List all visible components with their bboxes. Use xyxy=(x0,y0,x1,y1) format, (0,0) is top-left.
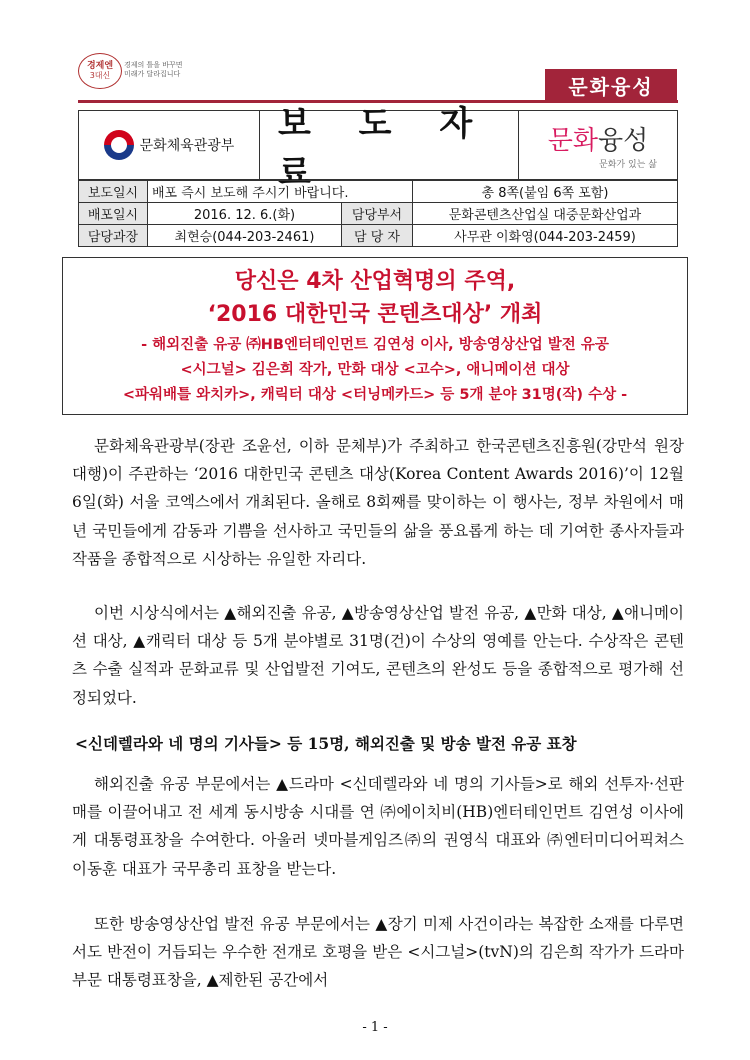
brand-banner: 문화융성 xyxy=(545,69,677,102)
table-row xyxy=(79,225,678,247)
section-heading: <신데렐라와 네 명의 기사들> 등 15명, 해외진출 및 방송 발전 유공 표창 xyxy=(75,734,577,753)
press-release-header xyxy=(78,104,678,193)
release-time-label: 보도일시 xyxy=(79,181,148,203)
headline-subtitle-line1: - 해외진출 유공 ㈜HB엔터테인먼트 김연성 이사, 방송영상산업 발전 유공 xyxy=(141,337,609,353)
distribution-date-label: 배포일시 xyxy=(79,203,148,225)
headline-box xyxy=(62,257,688,415)
ministry-name: 문화체육관광부 xyxy=(139,138,235,154)
table-row xyxy=(79,181,678,203)
department-value: 문화콘텐츠산업실 대중문화산업과 xyxy=(413,203,678,225)
munhwa-logo: 문화융성 xyxy=(547,126,649,156)
body-paragraph-2: 이번 시상식에서는 ▲해외진출 유공, ▲방송영상산업 발전 유공, ▲만화 대상, ▲애니메이션 대상, ▲캐릭터 대상 등 5개 분야별로 31명(건)이 수상의 영예를 안는다. 수상작은 콘텐츠 수출 실적과 문화교류 및 산업발전 기여도, 콘텐츠의 완성도 등을 종합적으로 평가해 선정되었다. xyxy=(72,604,684,707)
document-title: 보 도 자 료 xyxy=(260,111,519,179)
headline-title-line2: ‘2016 대한민국 콘텐츠대상’ 개최 xyxy=(207,302,543,327)
body-paragraph-4: 또한 방송영상산업 발전 유공 부문에서는 ▲장기 미제 사건이라는 복잡한 소재를 다루면서도 반전이 거듭되는 우수한 전개로 호평을 받은 <시그널>(tvN)의 김은희 작가가 드라마 부문 대통령표창을, ▲제한된 공간에서 xyxy=(72,915,684,990)
ministry-block xyxy=(79,111,260,179)
body-paragraph-3: 해외진출 유공 부문에서는 ▲드라마 <신데렐라와 네 명의 기사들>로 해외 선투자·선판매를 이끌어내고 전 세계 동시방송 시대를 연 ㈜에이치비(HB)엔터테인먼트 김연성 이사에게 대통령표창을 수여한다. 아울러 넷마블게임즈㈜의 권영식 대표와 ㈜엔터미디어픽쳐스 이동훈 대표가 국무총리 표창을 받는다. xyxy=(72,775,684,878)
contact-value: 사무관 이화영(044-203-2459) xyxy=(413,225,678,247)
campaign-logo: 경제엔 3대신 xyxy=(78,53,122,89)
distribution-date-value: 2016. 12. 6.(화) xyxy=(148,203,342,225)
headline-title-line1: 당신은 4차 산업혁명의 주역, xyxy=(234,269,516,294)
page-count: 총 8쪽(붙임 6쪽 포함) xyxy=(413,181,678,203)
manager-value: 최현승(044-203-2461) xyxy=(148,225,342,247)
manager-label: 담당과장 xyxy=(79,225,148,247)
table-row xyxy=(79,203,678,225)
headline-subtitle-line2: <시그널> 김은희 작가, 만화 대상 <고수>, 애니메이션 대상 xyxy=(180,362,570,378)
release-time-value: 배포 즉시 보도해 주시기 바랍니다. xyxy=(148,181,413,203)
release-info-table xyxy=(78,180,678,247)
munhwa-tagline: 문화가 있는 삶 xyxy=(599,160,657,170)
page-number: - 1 - xyxy=(362,1020,388,1035)
contact-label: 담 당 자 xyxy=(342,225,413,247)
campaign-slogan: 경제의 틀을 바꾸면 미래가 달라집니다 xyxy=(124,61,183,78)
department-label: 담당부서 xyxy=(342,203,413,225)
headline-subtitle-line3: <파워배틀 와치카>, 캐릭터 대상 <터닝메카드> 등 5개 분야 31명(작) 수상 - xyxy=(122,387,628,403)
body-paragraph-1: 문화체육관광부(장관 조윤선, 이하 문체부)가 주최하고 한국콘텐츠진흥원(강만석 원장대행)이 주관하는 ‘2016 대한민국 콘텐츠 대상(Korea Content Awards 2016)’이 12월 6일(화) 서울 코엑스에서 개최된다. 올해로 8회째를 맞이하는 이 행사는, 정부 차원에서 매년 국민들에게 감동과 기쁨을 선사하고 국민들의 삶을 풍요롭게 하는 데 기여한 종사자들과 작품을 종합적으로 시상하는 유일한 자리다. xyxy=(72,437,684,568)
munhwa-logo-block xyxy=(519,111,677,179)
taegeuk-emblem-icon xyxy=(104,130,134,160)
